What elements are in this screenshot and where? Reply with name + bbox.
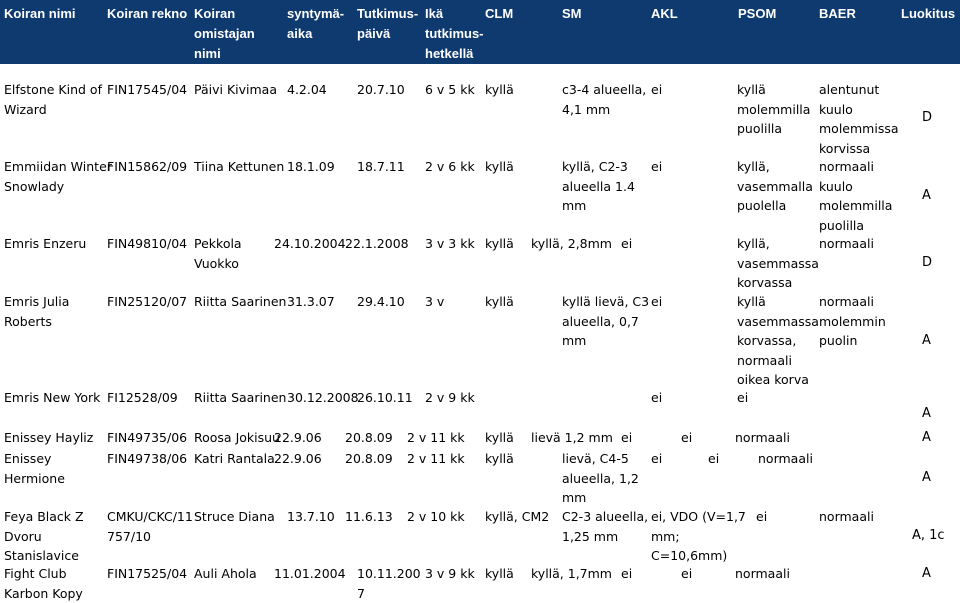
cell-reg: FI12528/09 — [107, 390, 178, 405]
cell-age: 2 v 11 kk — [407, 430, 465, 445]
cell-psom: kyllä, vasemmassa korvassa — [737, 236, 819, 290]
cell-born: 31.3.07 — [287, 294, 335, 309]
cell-reg: FIN49810/04 — [107, 236, 188, 251]
cell-exam: 11.6.13 — [345, 509, 393, 524]
cell-exam: 26.10.11 — [357, 390, 413, 405]
cell-clm: kyllä — [485, 430, 514, 445]
cell-psom: kyllä vasemmassa korvassa, normaali oikea korva — [737, 294, 819, 387]
header-tutkimuspaiva: Tutkimus- päivä — [357, 6, 419, 41]
cell-age: 6 v 5 kk — [425, 82, 475, 97]
cell-clm: kyllä, CM2 — [485, 509, 550, 524]
cell-sm: kyllä, C2-3 alueella 1.4 mm — [562, 159, 635, 213]
cell-owner: Riitta Saarinen — [194, 390, 287, 405]
cell-clm: kyllä — [485, 566, 514, 581]
cell-sm: kyllä lievä, C3 alueella, 0,7 mm — [562, 294, 650, 348]
cell-akl: ei — [651, 294, 663, 309]
cell-sm: kyllä, 1,7mm — [531, 566, 612, 581]
cell-psom: ei — [756, 509, 768, 524]
cell-akl: ei — [651, 159, 663, 174]
cell-owner: Auli Ahola — [194, 566, 257, 581]
cell-born: 22.9.06 — [274, 430, 322, 445]
cell-reg: FIN49735/06 — [107, 430, 188, 445]
cell-age: 2 v 11 kk — [407, 451, 465, 466]
cell-name: Enissey Hermione — [4, 451, 65, 486]
cell-grade: A — [922, 470, 931, 485]
cell-owner: Roosa Jokisuu — [194, 430, 280, 445]
cell-baer: normaali — [758, 451, 813, 466]
cell-baer: alentunut kuulo molemmissa korvissa — [819, 82, 899, 156]
cell-owner: Katri Rantala — [194, 451, 275, 466]
header-omistaja: Koiran omistajan nimi — [194, 6, 255, 61]
cell-reg: FIN17525/04 — [107, 566, 188, 581]
cell-age: 3 v — [425, 294, 445, 309]
cell-akl: ei — [621, 236, 633, 251]
cell-akl: ei — [621, 566, 633, 581]
cell-owner: Struce Diana — [194, 509, 275, 524]
cell-name: Fight Club Karbon Kopy — [4, 566, 83, 601]
header-psom: PSOM — [738, 6, 777, 21]
cell-born: 13.7.10 — [287, 509, 335, 524]
cell-baer: normaali kuulo molemmilla puolilla — [819, 159, 893, 233]
cell-born: 18.1.09 — [287, 159, 335, 174]
cell-grade: A — [922, 430, 931, 445]
cell-age: 3 v 9 kk — [425, 566, 475, 581]
cell-baer: normaali molemmin puolin — [819, 294, 886, 348]
cell-exam: 18.7.11 — [357, 159, 405, 174]
cell-akl: ei — [651, 82, 663, 97]
cell-born: 22.9.06 — [274, 451, 322, 466]
cell-psom: kyllä molemmilla puolilla — [737, 82, 811, 136]
cell-born: 30.12.2008 — [287, 390, 359, 405]
cell-owner: Tiina Kettunen — [194, 159, 285, 174]
cell-owner: Riitta Saarinen — [194, 294, 287, 309]
cell-owner: Pekkola Vuokko — [194, 236, 242, 271]
table-header — [0, 0, 960, 64]
cell-sm: kyllä, 2,8mm — [531, 236, 612, 251]
cell-reg: FIN17545/04 — [107, 82, 188, 97]
header-koiran-rekno: Koiran rekno — [107, 6, 188, 21]
cell-exam: 29.4.10 — [357, 294, 405, 309]
cell-reg: FIN15862/09 — [107, 159, 188, 174]
cell-owner: Päivi Kivimaa — [194, 82, 277, 97]
cell-baer: normaali — [735, 566, 790, 581]
header-sm: SM — [562, 6, 582, 21]
cell-born: 11.01.2004 — [274, 566, 346, 581]
cell-grade: D — [922, 110, 933, 125]
header-clm: CLM — [485, 6, 514, 21]
cell-psom: ei — [708, 451, 720, 466]
cell-clm: kyllä — [485, 82, 514, 97]
cell-akl: ei — [621, 430, 633, 445]
cell-sm: C2-3 alueella, 1,25 mm — [562, 509, 649, 544]
cell-grade: D — [922, 255, 933, 270]
cell-exam: 22.1.2008 — [345, 236, 409, 251]
cell-exam: 20.8.09 — [345, 430, 393, 445]
header-koiran-nimi: Koiran nimi — [4, 6, 76, 21]
cell-reg: FIN49738/06 — [107, 451, 188, 466]
cell-clm: kyllä — [485, 236, 514, 251]
cell-name: Feya Black Z Dvoru Stanislavice — [4, 509, 84, 563]
cell-name: Emris Julia Roberts — [4, 294, 70, 329]
cell-exam: 10.11.200 7 — [357, 566, 421, 601]
header-akl: AKL — [651, 6, 678, 21]
cell-exam: 20.8.09 — [345, 451, 393, 466]
cell-akl: ei — [651, 451, 663, 466]
header-ika: Ikä tutkimus- hetkellä — [425, 6, 484, 61]
header-baer: BAER — [819, 6, 856, 21]
cell-sm: lievä 1,2 mm — [531, 430, 613, 445]
cell-psom: ei — [681, 430, 693, 445]
cell-grade: A — [922, 333, 931, 348]
cell-exam: 20.7.10 — [357, 82, 405, 97]
cell-grade: A — [922, 406, 931, 421]
cell-grade: A, 1c — [912, 528, 945, 543]
cell-reg: FIN25120/07 — [107, 294, 188, 309]
cell-name: Emris Enzeru — [4, 236, 87, 251]
cell-baer: normaali — [735, 430, 790, 445]
cell-sm: lievä, C4-5 alueella, 1,2 mm — [562, 451, 639, 505]
cell-age: 2 v 9 kk — [425, 390, 475, 405]
cell-name: Enissey Hayliz — [4, 430, 94, 445]
cell-psom: kyllä, vasemmalla puolella — [737, 159, 813, 213]
header-syntymaaika: syntymä- aika — [287, 6, 345, 41]
cell-psom: ei — [681, 566, 693, 581]
cell-born: 24.10.2004 — [274, 236, 346, 251]
cell-name: Emris New York — [4, 390, 101, 405]
cell-clm: kyllä — [485, 294, 514, 309]
cell-age: 2 v 6 kk — [425, 159, 475, 174]
cell-grade: A — [922, 566, 931, 581]
cell-clm: kyllä — [485, 451, 514, 466]
cell-age: 3 v 3 kk — [425, 236, 475, 251]
cell-baer: normaali — [819, 509, 874, 524]
cell-akl: ei, VDO (V=1,7 mm; C=10,6mm) — [651, 509, 746, 563]
cell-grade: A — [922, 188, 931, 203]
cell-born: 4.2.04 — [287, 82, 327, 97]
cell-akl: ei — [651, 390, 663, 405]
cell-reg: CMKU/CKC/11 757/10 — [107, 509, 193, 544]
cell-age: 2 v 10 kk — [407, 509, 465, 524]
cell-name: Elfstone Kind of Wizard — [4, 82, 102, 117]
cell-psom: ei — [737, 390, 749, 405]
cell-name: Emmiidan Winter Snowlady — [4, 159, 112, 194]
cell-baer: normaali — [819, 236, 874, 251]
header-luokitus: Luokitus — [901, 6, 956, 21]
cell-clm: kyllä — [485, 159, 514, 174]
cell-sm: c3-4 alueella, 4,1 mm — [562, 82, 647, 117]
